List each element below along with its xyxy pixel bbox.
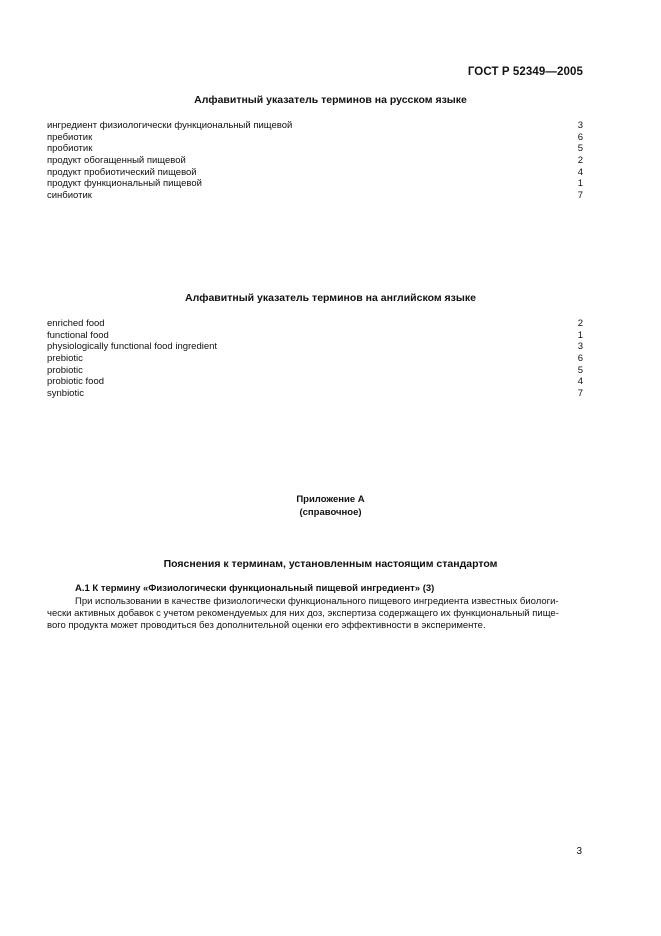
- index-number: 1: [577, 329, 583, 341]
- page-number: 3: [576, 846, 582, 857]
- en-index-list: [47, 318, 583, 400]
- index-term: synbiotic: [47, 388, 84, 400]
- index-term: probiotic: [47, 364, 83, 376]
- en-index-title: Алфавитный указатель терминов на английском языке: [185, 292, 476, 304]
- index-number: 7: [577, 388, 583, 400]
- index-number: 6: [577, 131, 583, 143]
- en-index-row: [47, 341, 583, 353]
- index-term: синбиотик: [47, 190, 92, 202]
- ru-index-title: Алфавитный указатель терминов на русском языке: [194, 94, 467, 106]
- index-term: продукт обогащенный пищевой: [47, 155, 186, 167]
- index-number: 1: [577, 178, 583, 190]
- en-index-row: [47, 376, 583, 388]
- index-number: 3: [577, 341, 583, 353]
- index-number: 4: [577, 166, 583, 178]
- ru-index-row: [47, 167, 583, 179]
- index-term: пребиотик: [47, 131, 93, 143]
- appendix-note: (справочное): [299, 507, 362, 518]
- index-number: 5: [577, 143, 583, 155]
- index-number: 2: [577, 155, 583, 167]
- index-term: продукт функциональный пищевой: [47, 178, 202, 190]
- ru-index-row: [47, 178, 583, 190]
- ru-index-row: [47, 143, 583, 155]
- ru-index-row: [47, 155, 583, 167]
- paragraph-line: вого продукта может проводиться без дополнительной оценки его эффективности в эксперименте.: [47, 619, 486, 631]
- ru-index-list: [47, 120, 583, 202]
- index-number: 2: [577, 318, 583, 329]
- index-number: 3: [577, 120, 583, 131]
- en-index-row: [47, 318, 583, 330]
- index-number: 4: [577, 376, 583, 388]
- index-term: probiotic food: [47, 376, 105, 388]
- ru-index-row: [47, 132, 583, 144]
- paragraph-line: чески активных добавок с учетом рекомендуемых для них доз, экспертиза содержащего их функциональный пище-: [47, 607, 559, 619]
- index-term: пробиотик: [47, 143, 93, 155]
- ru-index-row: [47, 190, 583, 202]
- index-term: enriched food: [47, 318, 105, 329]
- appendix-heading: Пояснения к терминам, установленным настоящим стандартом: [163, 558, 498, 570]
- paragraph-line: При использовании в качестве физиологически функционального пищевого ингредиента известных биологи-: [75, 596, 559, 607]
- index-number: 7: [577, 190, 583, 202]
- index-term: ингредиент физиологически функциональный пищевой: [47, 120, 293, 131]
- en-index-row: [47, 330, 583, 342]
- ru-index-row: [47, 120, 583, 132]
- appendix-title: Приложение А: [296, 494, 365, 505]
- index-number: 6: [577, 353, 583, 365]
- en-index-row: [47, 365, 583, 377]
- index-term: physiologically functional food ingredient: [47, 341, 218, 353]
- en-index-row: [47, 388, 583, 400]
- index-number: 5: [577, 364, 583, 376]
- index-term: продукт пробиотический пищевой: [47, 166, 197, 178]
- en-index-row: [47, 353, 583, 365]
- appendix-subsection: А.1 К термину «Физиологически функциональный пищевой ингредиент» (3): [75, 583, 435, 594]
- document-code: ГОСТ Р 52349—2005: [467, 66, 583, 78]
- index-term: functional food: [47, 329, 109, 341]
- appendix-paragraph: [47, 596, 583, 631]
- index-term: prebiotic: [47, 353, 83, 365]
